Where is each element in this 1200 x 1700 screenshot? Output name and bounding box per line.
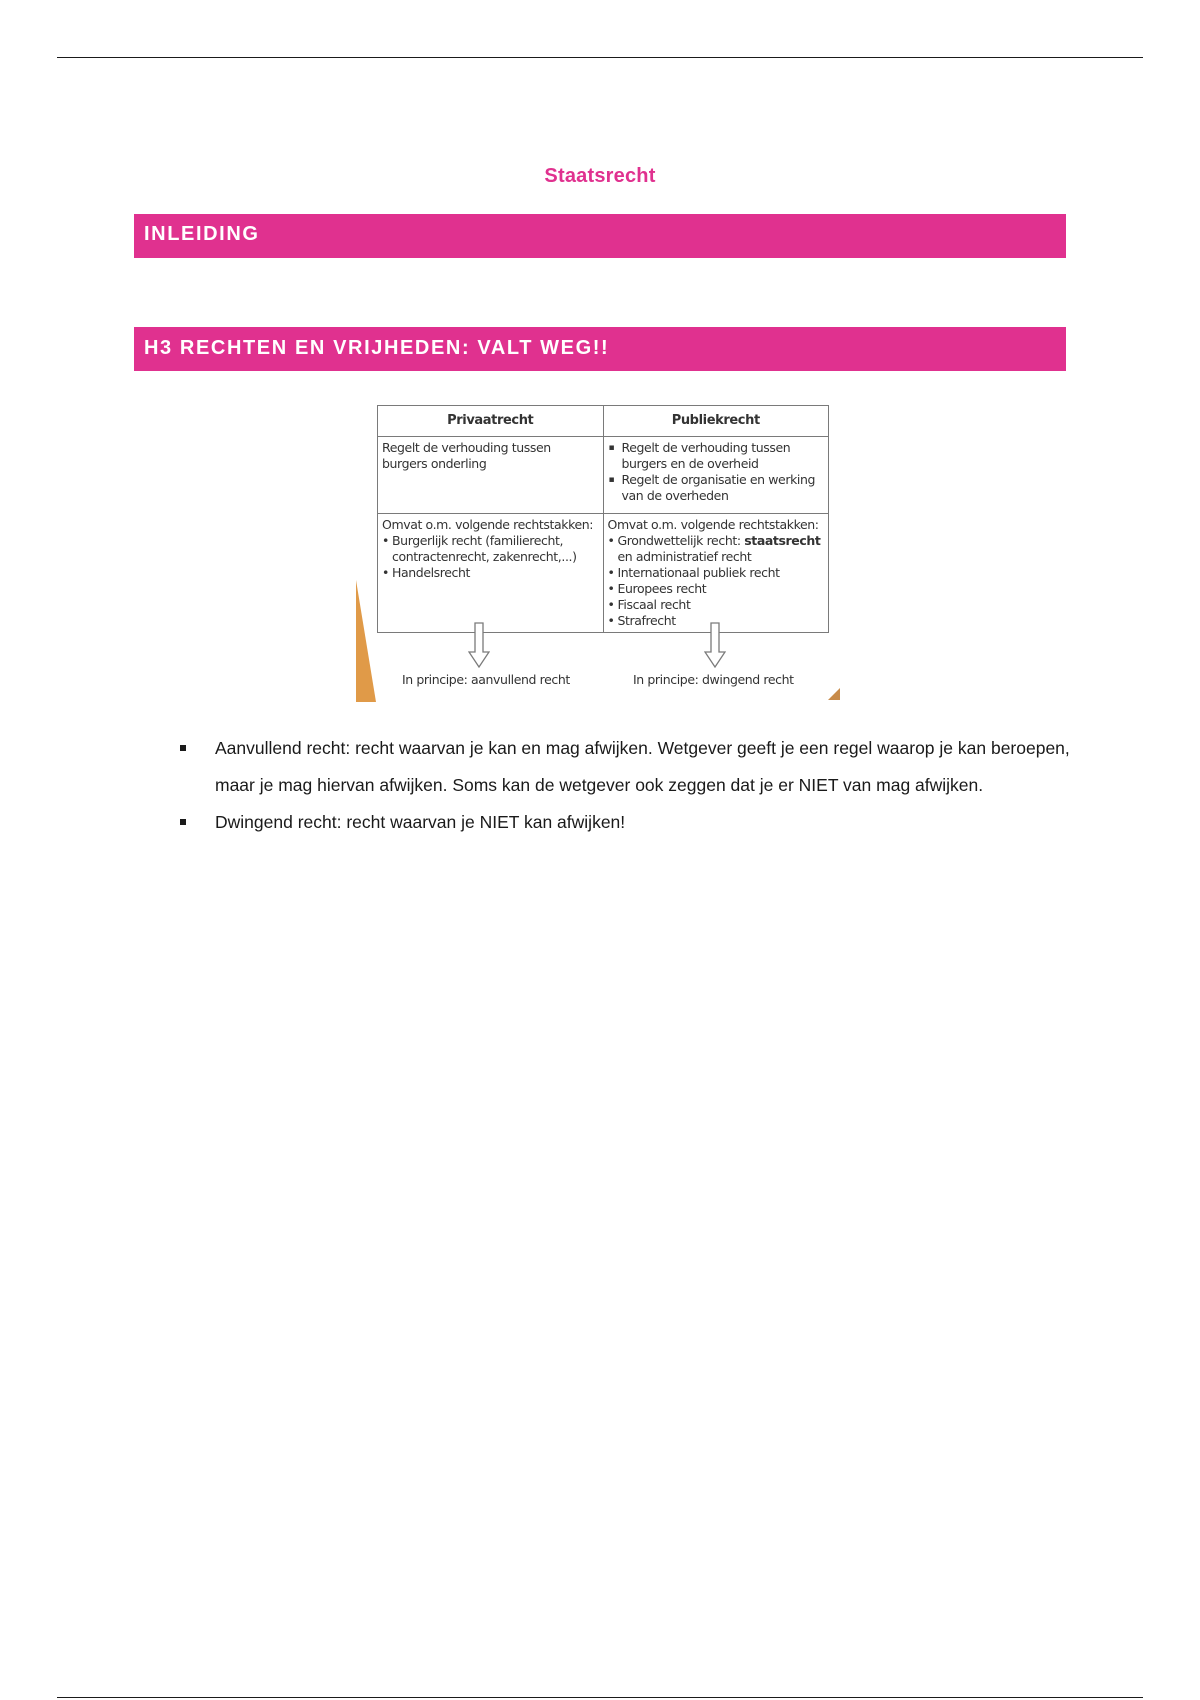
branch-bold: staatsrecht <box>744 533 821 548</box>
public-purpose-list <box>608 440 825 504</box>
square-bullet-icon <box>180 819 186 825</box>
bullet-text-dwingend: Dwingend recht: recht waarvan je NIET kan afwijken! <box>215 812 626 832</box>
caption-aanvullend: In principe: aanvullend recht <box>402 672 570 687</box>
cell-public-purpose <box>603 437 829 514</box>
branch-prefix: Grondwettelijk recht: <box>617 533 745 548</box>
list-item: ▪ Regelt de verhouding tussen burgers en de overheid <box>608 440 825 472</box>
bullet-list <box>180 730 1070 841</box>
slide-image <box>356 400 844 702</box>
footer-rule <box>57 1697 1143 1698</box>
arrow-down-icon <box>704 622 726 668</box>
section-heading-h3: H3 RECHTEN EN VRIJHEDEN: VALT WEG!! <box>134 327 1066 371</box>
document-title: Staatsrecht <box>544 165 656 187</box>
table-row <box>378 437 829 514</box>
bullet-text-aanvullend: Aanvullend recht: recht waarvan je kan en mag afwijken. Wetgever geeft je een regel waarop je kan beroepen, maar je mag hiervan afwijken. Soms kan de wetgever ook zeggen dat je er NIET van mag afwijken. <box>215 738 1070 795</box>
slide-decoration-left <box>356 580 376 702</box>
slide-decoration-right <box>828 688 840 700</box>
list-item: • Handelsrecht <box>382 565 599 581</box>
arrow-down-icon <box>468 622 490 668</box>
list-item <box>608 533 825 565</box>
branch-suffix: en administratief recht <box>617 549 752 564</box>
public-branches-list <box>608 533 825 629</box>
square-bullet-icon <box>180 745 186 751</box>
list-item: • Burgerlijk recht (familierecht, contractenrecht, zakenrecht,...) <box>382 533 599 565</box>
public-branches-intro: Omvat o.m. volgende rechtstakken: <box>607 517 819 532</box>
law-comparison-table <box>377 405 829 633</box>
header-privaatrecht: Privaatrecht <box>378 406 604 437</box>
list-item: • Strafrecht <box>608 613 825 629</box>
cell-private-branches <box>378 514 604 633</box>
list-item <box>180 730 1070 804</box>
list-item: ▪ Regelt de organisatie en werking van de overheden <box>608 472 825 504</box>
caption-dwingend: In principe: dwingend recht <box>633 672 794 687</box>
private-branches-list <box>382 533 599 581</box>
list-item <box>180 804 1070 841</box>
private-branches-intro: Omvat o.m. volgende rechtstakken: <box>382 517 594 532</box>
header-rule <box>57 57 1143 58</box>
table-header-row <box>378 406 829 437</box>
table-row <box>378 514 829 633</box>
header-publiekrecht: Publiekrecht <box>603 406 829 437</box>
list-item: • Fiscaal recht <box>608 597 825 613</box>
cell-public-branches <box>603 514 829 633</box>
list-item: • Europees recht <box>608 581 825 597</box>
cell-private-purpose: Regelt de verhouding tussen burgers onderling <box>378 437 604 514</box>
section-heading-inleiding: INLEIDING <box>134 214 1066 258</box>
list-item: • Internationaal publiek recht <box>608 565 825 581</box>
